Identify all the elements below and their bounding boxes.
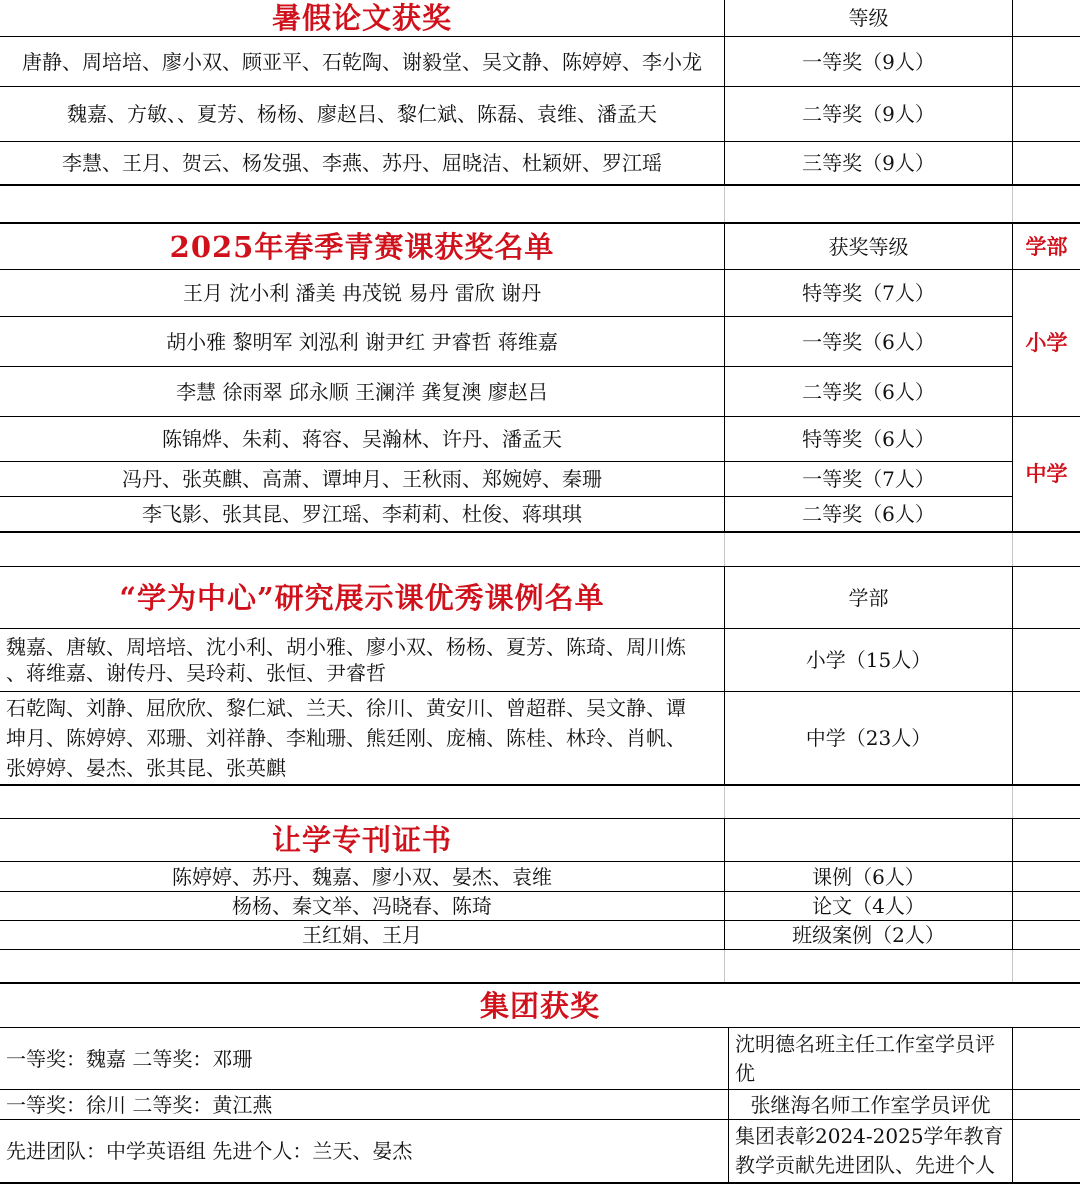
table-line	[0, 949, 1080, 950]
section-title-spring-contest: 2025年春季青赛课获奖名单	[169, 229, 555, 264]
table-row-award: 一等奖：徐川 二等奖：黄江燕	[6, 1092, 273, 1117]
table-row-names: 唐静、周培培、廖小双、顾亚平、石乾陶、谢毅堂、吴文静、陈婷婷、李小龙	[22, 49, 702, 74]
table-row-names: 杨杨、秦文举、冯晓春、陈琦	[232, 894, 492, 918]
gridline	[1012, 532, 1013, 566]
table-row-names: 李慧、王月、贺云、杨发强、李燕、苏丹、屈晓洁、杜颖妍、罗江瑶	[62, 151, 662, 175]
table-row-names: 王红娟、王月	[302, 923, 422, 947]
table-line	[1012, 818, 1013, 950]
table-row-names: 李飞影、张其昆、罗江瑶、李莉莉、杜俊、蒋琪琪	[142, 502, 582, 526]
table-row-names: 胡小雅 黎明军 刘泓利 谢尹红 尹睿哲 蒋维嘉	[166, 329, 558, 354]
table-row-award: 先进团队：中学英语组 先进个人：兰天、晏杰	[6, 1139, 413, 1163]
table-line	[1012, 1027, 1013, 1184]
table-line	[1012, 566, 1013, 786]
grade-header: 等级	[848, 6, 889, 30]
table-row-type: 课例（6人）	[812, 864, 925, 889]
table-row-source: 沈明德名班主任工作室学员评优	[735, 1031, 995, 1085]
dept-primary-label: 小学	[1025, 330, 1068, 355]
table-row-names	[0, 692, 724, 784]
grade-header: 获奖等级	[828, 234, 909, 259]
table-row-names: 李慧 徐雨翠 邱永顺 王澜洋 龚复澳 廖赵吕	[176, 379, 548, 404]
table-row-level: 三等奖（9人）	[802, 151, 935, 175]
table-row-level: 一等奖（9人）	[802, 49, 935, 74]
names-line: 张婷婷、晏杰、张其昆、张英麒	[6, 756, 286, 780]
gridline	[724, 186, 725, 222]
table-row-award: 一等奖：魏嘉 二等奖：邓珊	[6, 1046, 253, 1071]
table-row-level: 二等奖（6人）	[802, 502, 935, 526]
dept-middle-label: 中学	[1025, 461, 1068, 486]
table-line	[0, 531, 1080, 533]
section-title-showcase: “学为中心”研究展示课优秀课例名单	[119, 580, 605, 615]
table-row-source: 张继海名师工作室学员评优	[750, 1092, 991, 1117]
table-row-dept: 小学（15人）	[805, 648, 932, 672]
table-row-names: 冯丹、张英麒、高萧、谭坤月、王秋雨、郑婉婷、秦珊	[122, 467, 602, 491]
table-row-level: 一等奖（7人）	[802, 467, 935, 491]
section-title-group: 集团获奖	[479, 988, 600, 1023]
section-title-journal: 让学专刊证书	[271, 823, 452, 857]
gridline	[724, 786, 725, 818]
gridline	[1012, 786, 1013, 818]
table-row-names: 魏嘉、方敏、、夏芳、杨杨、廖赵吕、黎仁斌、陈磊、袁维、潘孟天	[67, 102, 657, 126]
names-line: 、蒋维嘉、谢传丹、吴玲莉、张恒、尹睿哲	[6, 661, 386, 685]
table-row-dept: 中学（23人）	[805, 726, 932, 750]
table-row-type: 论文（4人）	[812, 894, 925, 918]
gridline	[1012, 950, 1013, 982]
dept-header: 学部	[848, 585, 889, 610]
table-line	[1012, 0, 1013, 186]
table-row-names: 王月 沈小利 潘美 冉茂锐 易丹 雷欣 谢丹	[182, 281, 542, 305]
names-line: 石乾陶、刘静、屈欣欣、黎仁斌、兰天、徐川、黄安川、曾超群、吴文静、谭	[6, 696, 686, 720]
table-row-level: 二等奖（6人）	[802, 379, 935, 404]
table-row-names	[0, 629, 724, 691]
gridline	[1012, 186, 1013, 222]
table-row-level: 特等奖（7人）	[802, 281, 935, 305]
table-line	[0, 784, 1080, 786]
gridline	[724, 950, 725, 982]
section-title-summer-papers: 暑假论文获奖	[271, 1, 452, 35]
table-row-source: 集团表彰2024-2025学年教育教学贡献先进团队、先进个人	[735, 1124, 1004, 1177]
table-row-level: 二等奖（9人）	[802, 102, 935, 126]
table-row-names: 陈婷婷、苏丹、魏嘉、廖小双、晏杰、袁维	[172, 864, 552, 889]
table-row-names: 陈锦烨、朱莉、蒋容、吴瀚林、许丹、潘孟天	[162, 427, 562, 451]
table-row-type: 班级案例（2人）	[792, 923, 945, 947]
names-line: 坤月、陈婷婷、邓珊、刘祥静、李籼珊、熊廷刚、庞楠、陈桂、林玲、肖帆、	[6, 726, 686, 750]
names-line: 魏嘉、唐敏、周培培、沈小利、胡小雅、廖小双、杨杨、夏芳、陈琦、周川炼	[6, 635, 686, 659]
dept-header: 学部	[1025, 233, 1068, 259]
gridline	[724, 532, 725, 566]
table-row-level: 一等奖（6人）	[802, 329, 935, 354]
table-line	[0, 184, 1080, 186]
table-row-level: 特等奖（6人）	[802, 427, 935, 451]
